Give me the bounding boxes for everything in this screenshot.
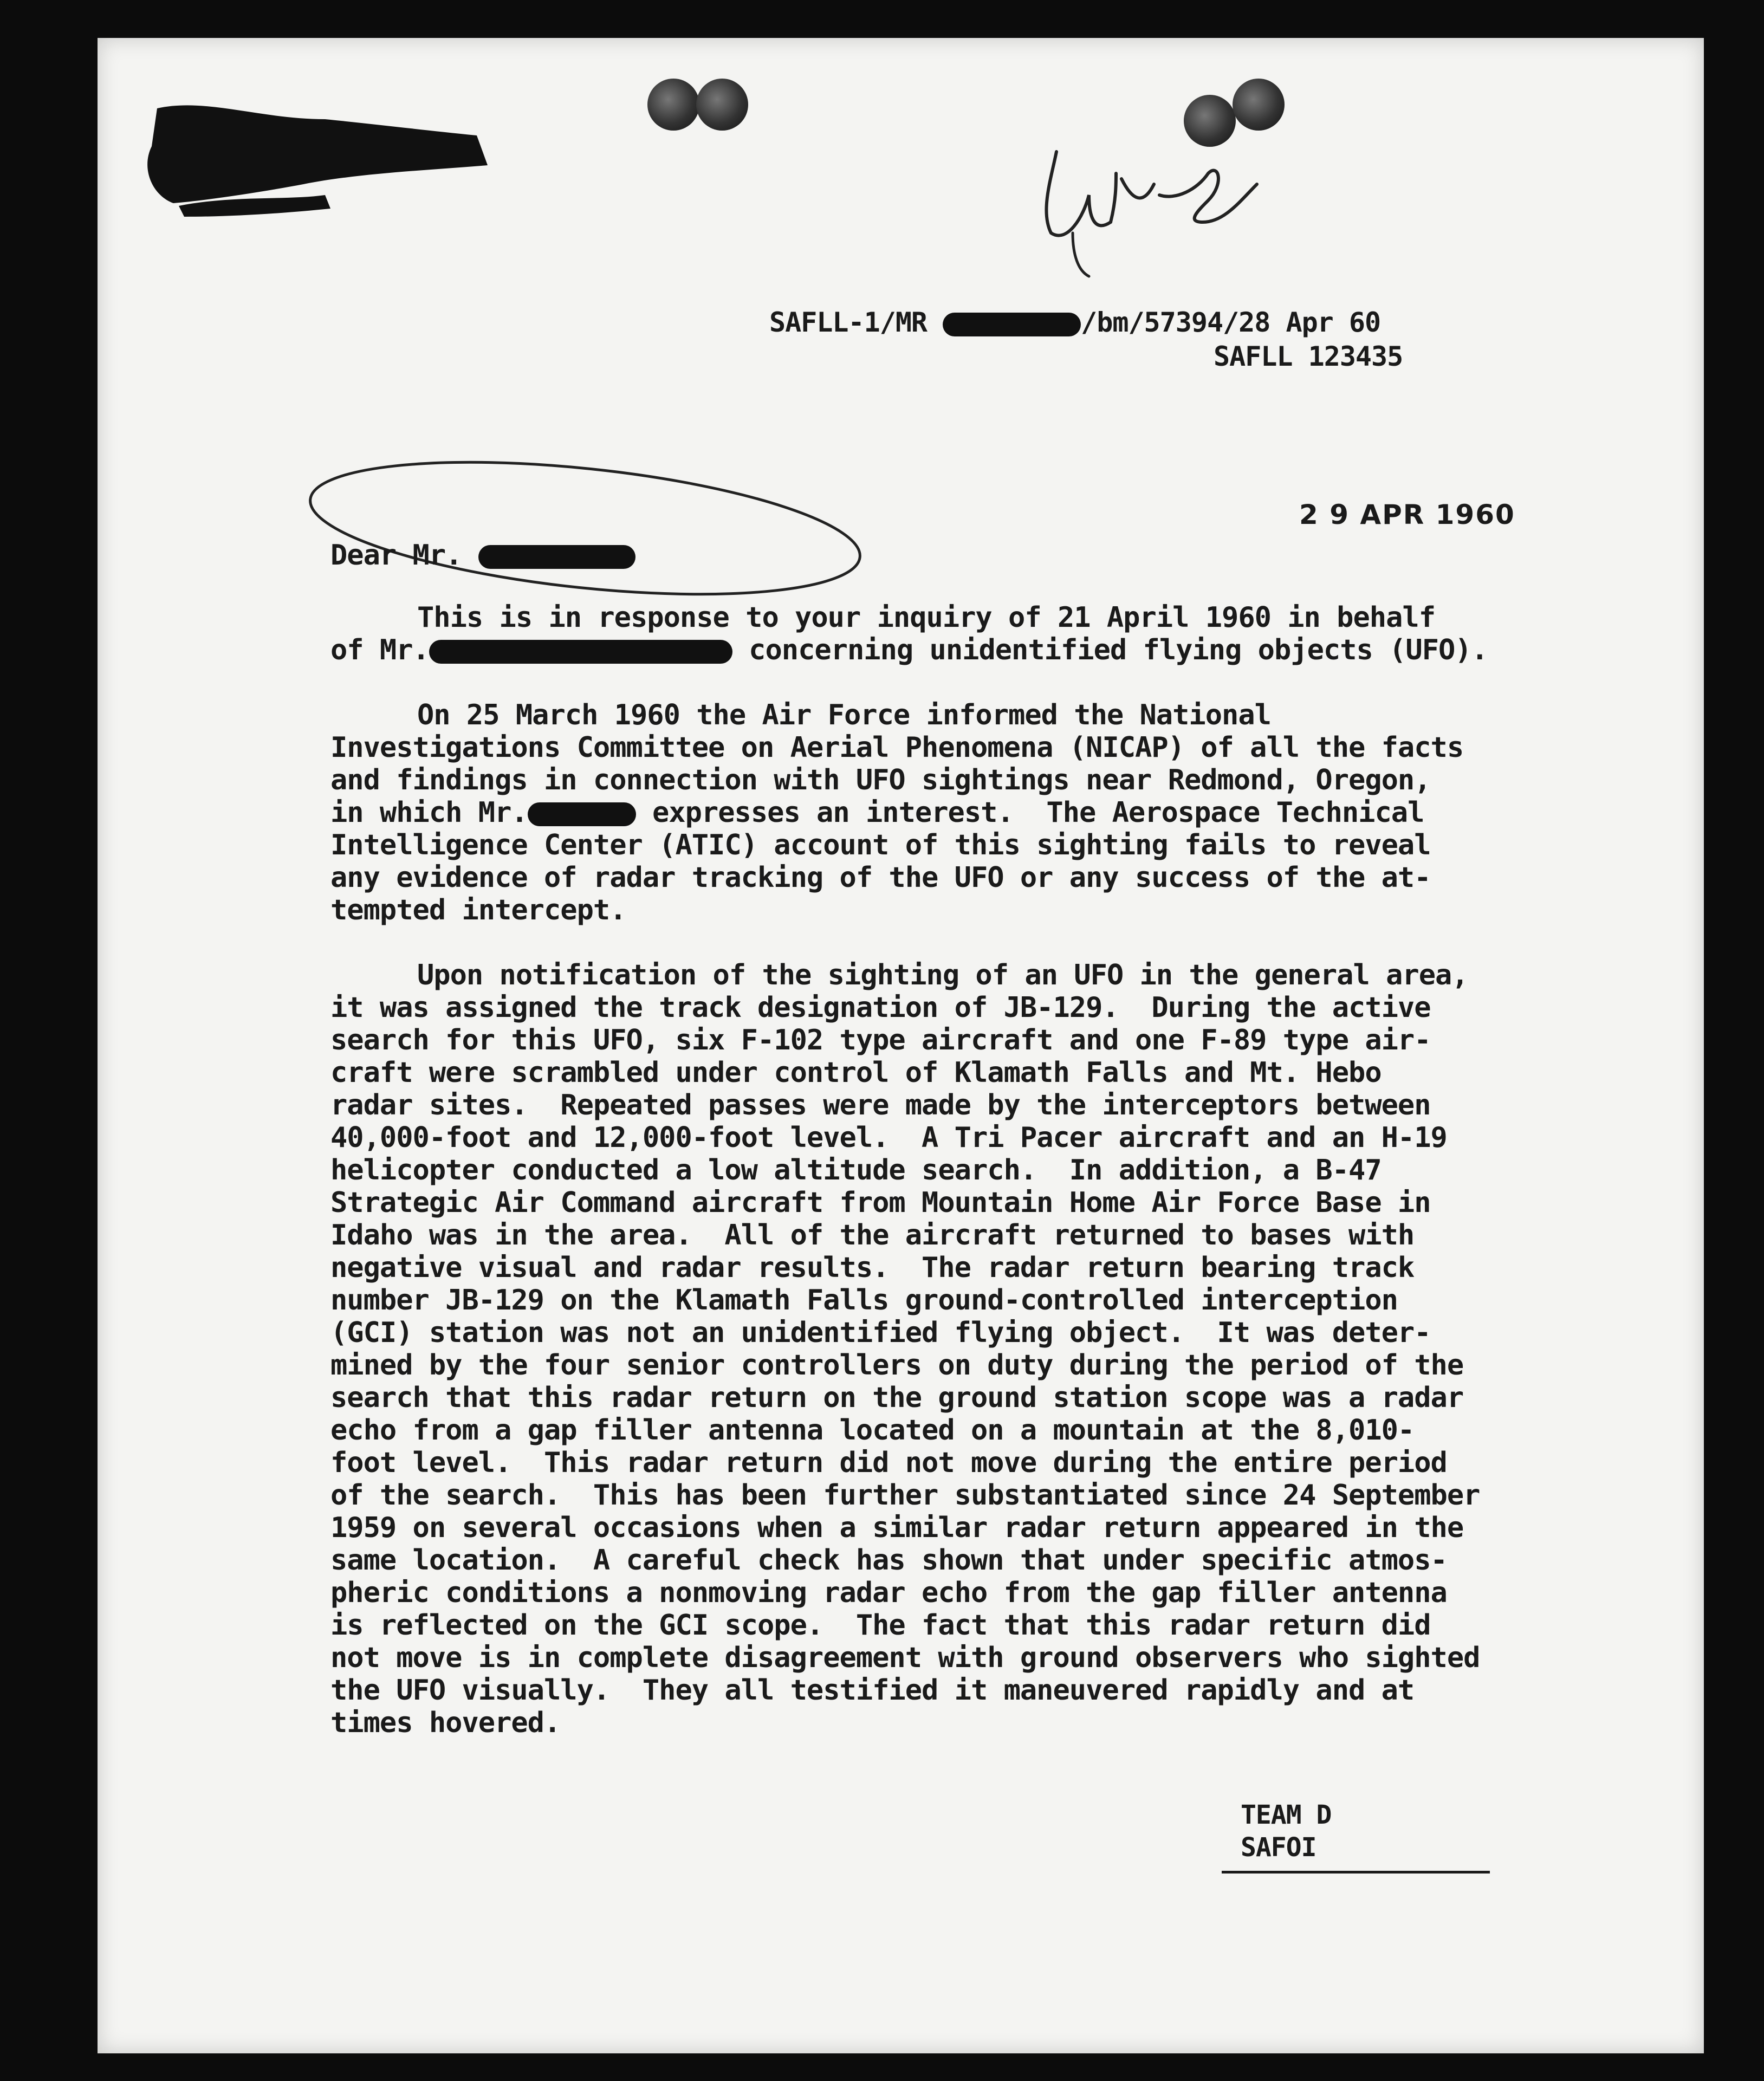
paragraph-3-line-10: negative visual and radar results. The radar return bearing track: [330, 1252, 1415, 1284]
paragraph-3-line-16: foot level. This radar return did not move during the entire period: [330, 1447, 1447, 1479]
reference-line-2: SAFLL 123435: [1214, 341, 1403, 372]
paragraph-3-line-11: number JB-129 on the Klamath Falls ground-controlled interception: [330, 1284, 1398, 1317]
paragraph-3-line-24: times hovered.: [330, 1707, 561, 1739]
paragraph-3-line-4: craft were scrambled under control of Klamath Falls and Mt. Hebo: [330, 1056, 1382, 1089]
paragraph-1-text: concerning unidentified flying objects (UFO).: [732, 634, 1488, 666]
paragraph-2-text: expresses an interest. The Aerospace Technical: [635, 796, 1424, 829]
paragraph-2-text: in which Mr.: [330, 796, 528, 829]
punch-hole-2: [696, 79, 748, 131]
paragraph-2-line-6: any evidence of radar tracking of the UFO or any success of the at-: [330, 861, 1431, 894]
paragraph-3-line-20: pheric conditions a nonmoving radar echo from the gap filler antenna: [330, 1577, 1447, 1609]
paragraph-3-line-1: Upon notification of the sighting of an UFO in the general area,: [417, 959, 1468, 991]
redaction-bar: [943, 313, 1081, 336]
signature-rule: [1222, 1871, 1490, 1873]
paragraph-3-line-14: search that this radar return on the ground station scope was a radar: [330, 1382, 1464, 1414]
paragraph-3-line-18: 1959 on several occasions when a similar radar return appeared in the: [330, 1512, 1464, 1544]
paragraph-2-line-5: Intelligence Center (ATIC) account of this sighting fails to reveal: [330, 829, 1431, 861]
paragraph-3-line-3: search for this UFO, six F-102 type aircraft and one F-89 type air-: [330, 1024, 1431, 1056]
signature-team: TEAM D: [1241, 1800, 1332, 1830]
paragraph-3-line-7: helicopter conducted a low altitude search. In addition, a B-47: [330, 1154, 1382, 1187]
paragraph-3-line-9: Idaho was in the area. All of the aircraft returned to bases with: [330, 1219, 1415, 1252]
paragraph-3-line-19: same location. A careful check has shown that under specific atmos-: [330, 1544, 1447, 1577]
paragraph-3-line-17: of the search. This has been further substantiated since 24 September: [330, 1479, 1480, 1512]
paragraph-3-line-6: 40,000-foot and 12,000-foot level. A Tri Pacer aircraft and an H-19: [330, 1121, 1447, 1154]
paragraph-3-line-22: not move is in complete disagreement with ground observers who sighted: [330, 1642, 1480, 1674]
paragraph-1-line-1: This is in response to your inquiry of 21 April 1960 in behalf: [417, 601, 1436, 634]
paragraph-1-line-2: [330, 634, 1488, 666]
paragraph-3-line-15: echo from a gap filler antenna located on a mountain at the 8,010-: [330, 1414, 1415, 1447]
redaction-bar: [528, 802, 636, 826]
paragraph-2-line-4: [330, 796, 1424, 829]
signature-office: SAFOI: [1241, 1832, 1316, 1863]
paragraph-3-line-21: is reflected on the GCI scope. The fact that this radar return did: [330, 1609, 1431, 1642]
punch-hole-1: [647, 79, 699, 131]
paragraph-2-line-2: Investigations Committee on Aerial Phenomena (NICAP) of all the facts: [330, 731, 1464, 764]
paragraph-2-line-7: tempted intercept.: [330, 894, 626, 926]
reference-prefix: SAFLL-1/MR: [769, 307, 928, 338]
paragraph-3-line-13: mined by the four senior controllers on duty during the period of the: [330, 1349, 1464, 1382]
punch-hole-3: [1184, 95, 1236, 147]
salutation: [330, 539, 635, 572]
paragraph-3-line-12: (GCI) station was not an unidentified flying object. It was deter-: [330, 1317, 1431, 1349]
date-stamp: 2 9 APR 1960: [1299, 499, 1515, 530]
paragraph-2-line-1: On 25 March 1960 the Air Force informed the National: [417, 699, 1271, 731]
redaction-bar: [478, 545, 635, 569]
paragraph-3-line-5: radar sites. Repeated passes were made by the interceptors between: [330, 1089, 1431, 1121]
paragraph-3-line-23: the UFO visually. They all testified it maneuvered rapidly and at: [330, 1674, 1415, 1707]
paragraph-3-line-8: Strategic Air Command aircraft from Mountain Home Air Force Base in: [330, 1187, 1431, 1219]
reference-suffix: /bm/57394/28 Apr 60: [1081, 307, 1381, 338]
punch-hole-4: [1233, 79, 1285, 131]
redaction-bar: [429, 640, 732, 664]
paragraph-1-text: of Mr.: [330, 634, 429, 666]
reference-line-1: [769, 306, 1380, 339]
letter-page: [98, 38, 1704, 2053]
salutation-text: Dear Mr.: [330, 539, 462, 572]
paragraph-3-line-2: it was assigned the track designation of JB-129. During the active: [330, 991, 1431, 1024]
paragraph-2-line-3: and findings in connection with UFO sightings near Redmond, Oregon,: [330, 764, 1431, 796]
